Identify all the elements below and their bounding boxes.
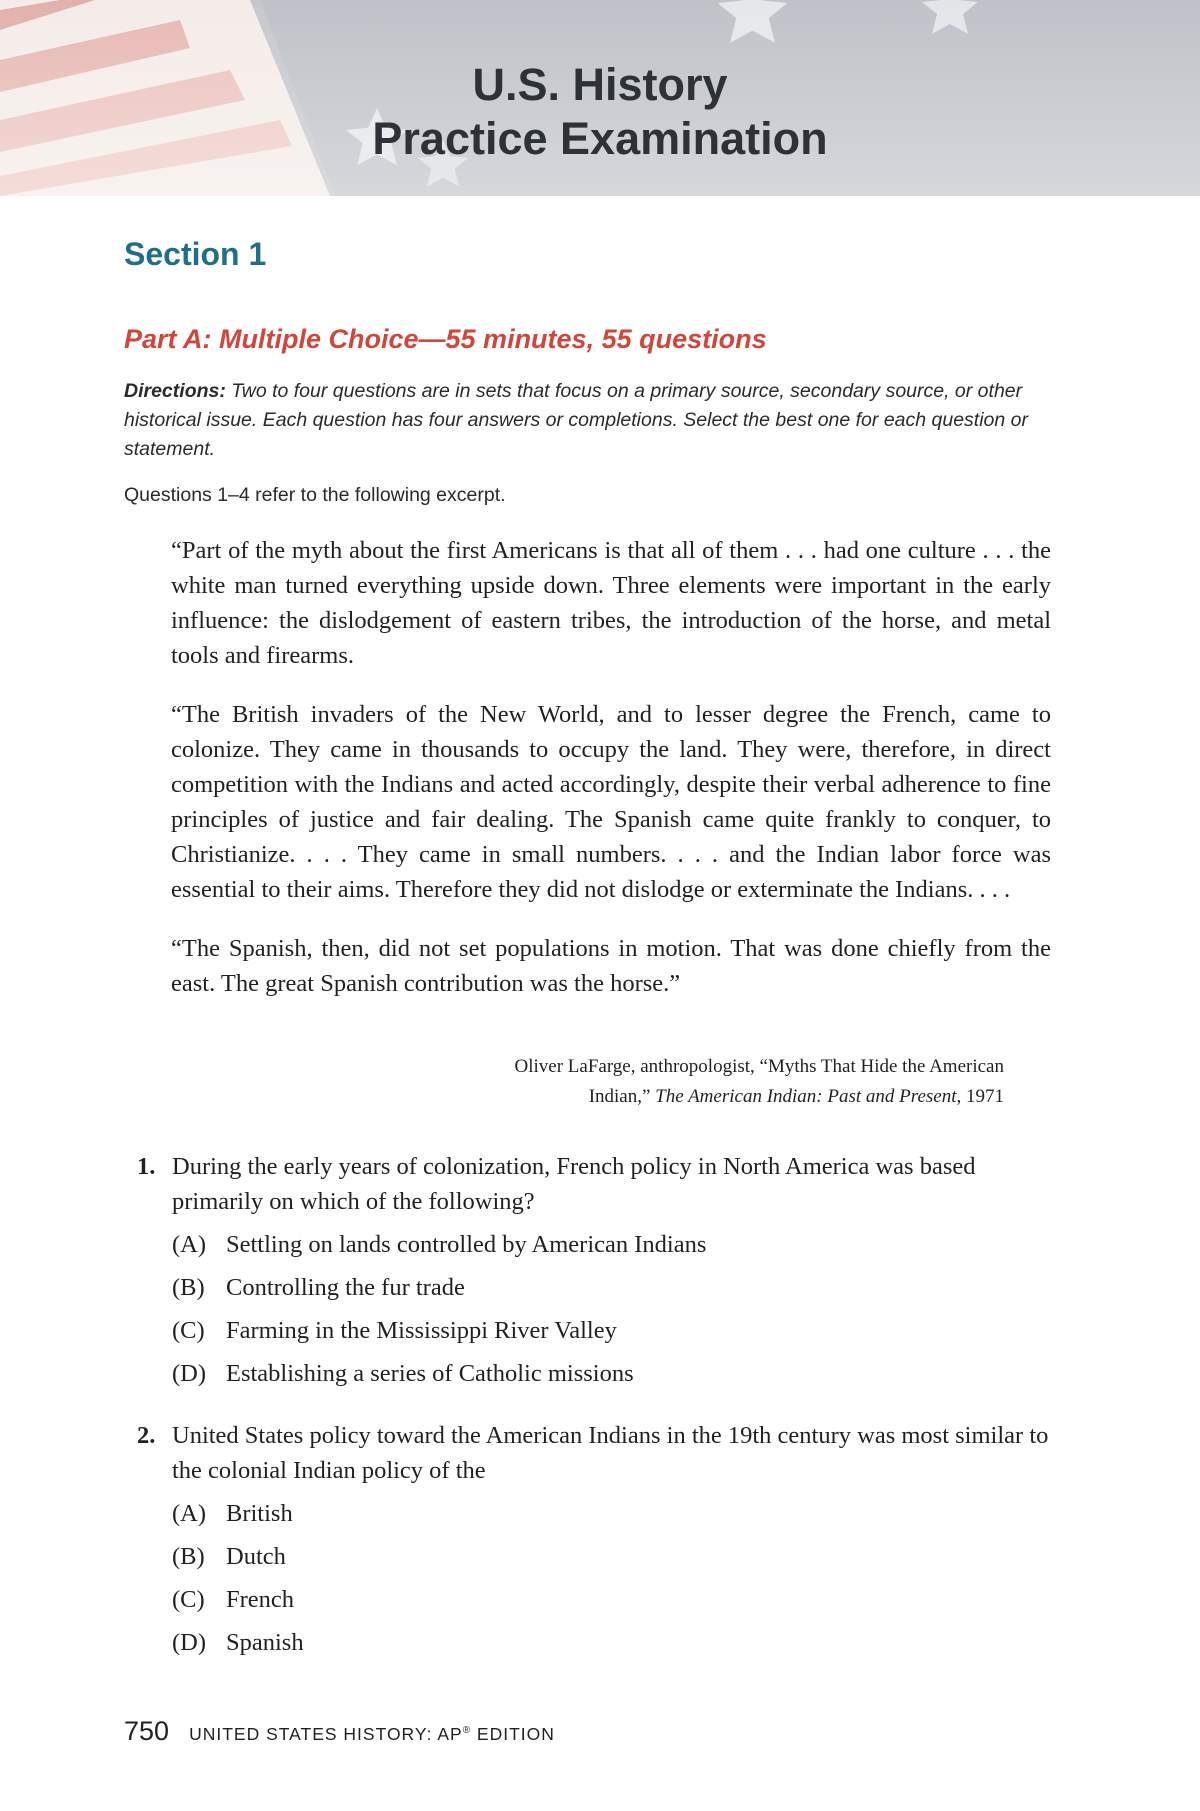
answer-choice[interactable] bbox=[124, 1270, 1054, 1305]
question-2 bbox=[124, 1418, 1054, 1660]
excerpt-citation bbox=[300, 1052, 1004, 1112]
page-footer bbox=[124, 1716, 555, 1747]
excerpt-paragraph: “The British invaders of the New World, and to lesser degree the French, came to colonize. They came in thousands to occupy the land. They were, therefore, in direct competition with the Indians and acted accordingly, despite their verbal adherence to fine principles of justice and fair dealing. The Spanish came quite frankly to conquer, to Christianize. . . . They came in small numbers. . . . and the Indian labor force was essential to their aims. Therefore they did not dislodge or exterminate the Indians. . . . bbox=[171, 701, 1051, 903]
choice-letter: (D) bbox=[172, 1360, 207, 1387]
question-number: 2. bbox=[137, 1422, 156, 1449]
question-stem bbox=[124, 1149, 1054, 1219]
answer-choice[interactable] bbox=[124, 1582, 1054, 1617]
title-line-2: Practice Examination bbox=[372, 113, 828, 164]
excerpt-intro: Questions 1–4 refer to the following excerpt. bbox=[124, 484, 506, 506]
page-number: 750 bbox=[124, 1716, 170, 1746]
choice-text: Establishing a series of Catholic missions bbox=[226, 1360, 634, 1387]
directions-label: Directions: bbox=[124, 380, 226, 402]
choice-text: Farming in the Mississippi River Valley bbox=[226, 1317, 617, 1344]
footer-title-text: UNITED STATES HISTORY: AP bbox=[189, 1724, 463, 1744]
footer-edition: EDITION bbox=[471, 1724, 555, 1744]
choice-text: French bbox=[226, 1586, 295, 1613]
choice-text: Spanish bbox=[226, 1629, 304, 1656]
choice-letter: (D) bbox=[172, 1629, 207, 1656]
answer-choice[interactable] bbox=[124, 1496, 1054, 1531]
citation-book-title: The American Indian: Past and Present bbox=[655, 1086, 957, 1107]
citation-line-2 bbox=[300, 1082, 1004, 1112]
choice-text: Dutch bbox=[226, 1543, 286, 1570]
directions bbox=[124, 377, 1054, 464]
question-text: During the early years of colonization, French policy in North America was based primarily on which of the following? bbox=[172, 1153, 976, 1215]
part-heading: Part A: Multiple Choice—55 minutes, 55 questions bbox=[124, 324, 767, 354]
answer-choice[interactable] bbox=[124, 1625, 1054, 1660]
choice-letter: (A) bbox=[172, 1500, 207, 1527]
answer-choice[interactable] bbox=[124, 1539, 1054, 1574]
answer-choice[interactable] bbox=[124, 1227, 1054, 1262]
page-title bbox=[0, 58, 1200, 166]
citation-line-1: Oliver LaFarge, anthropologist, “Myths That Hide the American bbox=[514, 1056, 1004, 1077]
choice-letter: (C) bbox=[172, 1586, 205, 1613]
excerpt-paragraph: “The Spanish, then, did not set populations in motion. That was done chiefly from the east. The great Spanish contribution was the horse.” bbox=[171, 935, 1051, 997]
excerpt-block bbox=[171, 533, 1051, 1025]
choice-letter: (A) bbox=[172, 1231, 207, 1258]
question-stem bbox=[124, 1418, 1054, 1488]
directions-text: Two to four questions are in sets that focus on a primary source, secondary source, or other historical issue. Each question has four answers or completions. Select the best one for each question or statement. bbox=[124, 380, 1028, 460]
answer-choice[interactable] bbox=[124, 1313, 1054, 1348]
choice-text: Controlling the fur trade bbox=[226, 1274, 465, 1301]
excerpt-paragraph: “Part of the myth about the first Americans is that all of them . . . had one culture . . . the white man turned everything upside down. Three elements were important in the early influence: the dislodgement of eastern tribes, the introduction of the horse, and metal tools and firearms. bbox=[171, 537, 1051, 669]
choice-letter: (B) bbox=[172, 1274, 205, 1301]
question-number: 1. bbox=[137, 1153, 156, 1180]
section-heading: Section 1 bbox=[124, 236, 267, 272]
choice-letter: (C) bbox=[172, 1317, 205, 1344]
choice-letter: (B) bbox=[172, 1543, 205, 1570]
footer-book-title bbox=[189, 1724, 555, 1744]
answer-choice[interactable] bbox=[124, 1356, 1054, 1391]
citation-prefix: Indian,” bbox=[588, 1086, 656, 1107]
question-text: United States policy toward the American Indians in the 19th century was most similar to the colonial Indian policy of the bbox=[172, 1422, 1049, 1484]
title-line-1: U.S. History bbox=[472, 59, 728, 110]
choice-text: British bbox=[226, 1500, 293, 1527]
citation-year: , 1971 bbox=[956, 1086, 1004, 1107]
question-1 bbox=[124, 1149, 1054, 1391]
registered-mark: ® bbox=[462, 1725, 472, 1737]
choice-text: Settling on lands controlled by American Indians bbox=[226, 1231, 707, 1258]
